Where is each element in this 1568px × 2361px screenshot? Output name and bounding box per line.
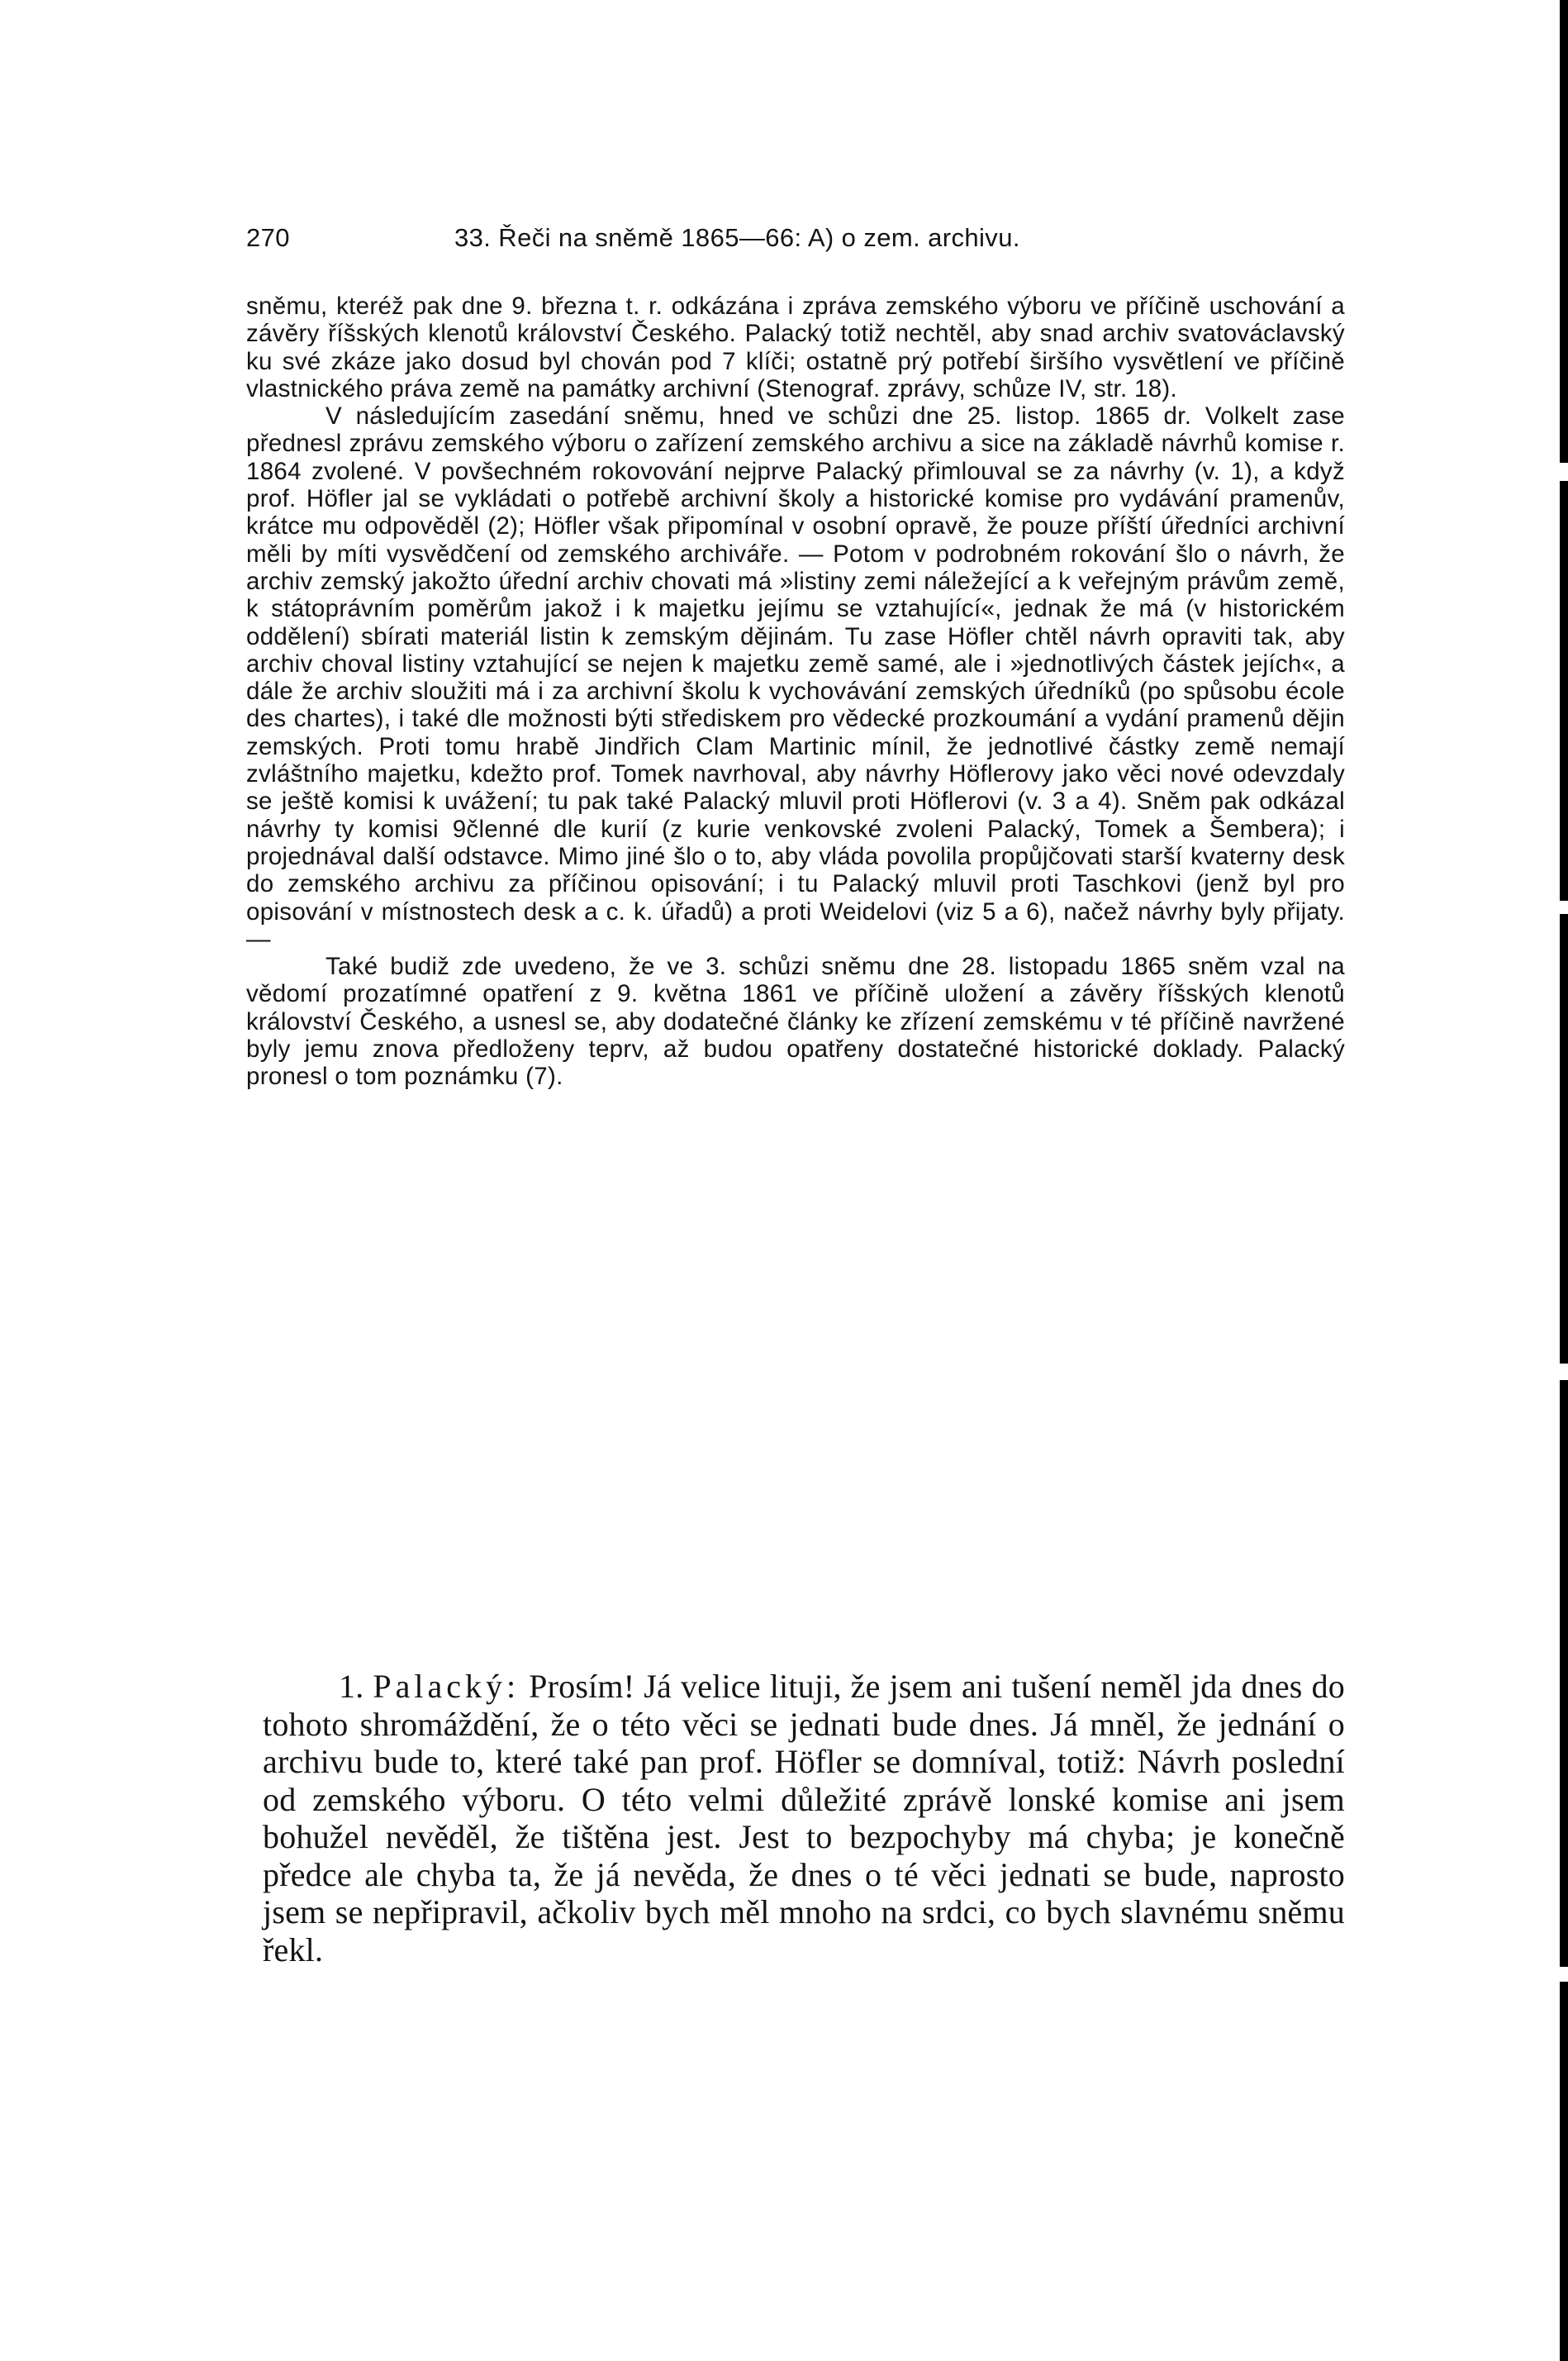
paragraph: Také budiž zde uvedeno, že ve 3. schůzi sněmu dne 28. listopadu 1865 sněm vzal na vědomí prozatímné opatření z 9. května 1861 ve příčině uložení a závěry říšských klenotů království Českého, a usnesl se, aby dodatečné články ke zřízení zemskému v té příčině navržené byly jemu znova předloženy teprv, až budou opatřeny dostatečné historické doklady. Palacký pronesl o tom poznámku (7). [246, 953, 1345, 1091]
speech-text: Prosím! Já velice lituji, že jsem ani tušení neměl jda dnes do tohoto shromáždění, že o této věci se jednati bude dnes. Já mněl, že jednání o archivu bude to, které také pan prof. Höfler se domníval, totiž: Návrh poslední od zemského výboru. O této velmi důležité zprávě lonské komise ani jsem bohužel nevěděl, že tištěna jest. Jest to bezpochyby má chyba; je konečně předce ale chyba ta, že já nevěda, že dnes o té věci jednati se bude, naprosto jsem se nepřipravil, ačkoliv bych měl mnoho na srdci, co bych slavnému sněmu řekl. [263, 1668, 1345, 1968]
paragraph-continuation: sněmu, kteréž pak dne 9. března t. r. odkázána i zpráva zemského výboru ve příčině uschování a závěry říšských klenotů království Českého. Palacký totiž nechtěl, aby snad archiv svatováclavský ku své zkáze jako dosud byl chován pod 7 klíči; ostatně prý potřebí širšího vysvětlení ve příčině vlastnického práva země na památky archivní (Stenograf. zprávy, schůze IV, str. 18). [246, 293, 1345, 402]
scan-edge-notch [1560, 1364, 1568, 1380]
scan-edge-bar [1560, 0, 1568, 2361]
speaker-name: Palacký: [373, 1668, 520, 1705]
speech-section [263, 1668, 1345, 1968]
scan-edge-notch [1560, 901, 1568, 914]
speech-number: 1. [339, 1668, 364, 1705]
page-number: 270 [246, 223, 290, 252]
paragraph: V následujícím zasedání sněmu, hned ve schůzi dne 25. listop. 1865 dr. Volkelt zase přednesl zprávu zemského výboru o zařízení zemského archivu a sice na základě návrhů komise r. 1864 zvolené. V povšechném rokovování nejprve Palacký přimlouval se za návrhy (v. 1), a když prof. Höfler jal se vykládati o potřebě archivní školy a historické komise pro vydávání pramenův, krátce mu odpověděl (2); Höfler však připomínal v osobní opravě, že pouze příští úředníci archivní měli by míti vysvědčení od zemského archiváře. — Potom v podrobném rokování šlo o návrh, že archiv zemský jakožto úřední archiv chovati má »listiny zemi náležející a k veřejným právům země, k státoprávním poměrům jakož i k majetku jejímu se vztahující«, jednak že má (v historickém oddělení) sbírati materiál listin k zemským dějinám. Tu zase Höfler chtěl návrh opraviti tak, aby archiv choval listiny vztahující se nejen k majetku země samé, ale i »jednotlivých částek jejích«, a dále že archiv sloužiti má i za archivní školu k vychovávání zemských úředníků (po spůsobu école des chartes), i také dle možnosti býti střediskem pro vědecké prozkoumání a vydání pramenů dějin zemských. Proti tomu hrabě Jindřich Clam Martinic mínil, že jednotlivé částky země nemají zvláštního majetku, kdežto prof. Tomek navrhoval, aby návrhy Höflerovy jako věci nové odevzdaly se ještě komisi k uvážení; tu pak také Palacký mluvil proti Höflerovi (v. 3 a 4). Sněm pak odkázal návrhy ty komisi 9členné dle kurií (z kurie venkovské zvoleni Palacký, Tomek a Šembera); i projednával další odstavce. Mimo jiné šlo o to, aby vláda povolila propůjčovati starší kvaterny desk do zemského archivu za příčinou opisování; i tu Palacký mluvil proti Taschkovi (jenž byl pro opisování v místnostech desk a c. k. úřadů) a proti Weidelovi (viz 5 a 6), načež návrhy byly přijaty. — [246, 402, 1345, 953]
chapter-title: 33. Řeči na sněmě 1865—66: A) o zem. archivu. [454, 223, 1020, 252]
body-text [246, 293, 1345, 1091]
scan-edge-notch [1560, 1967, 1568, 1982]
running-head [246, 221, 1345, 255]
speech-paragraph [263, 1668, 1345, 1968]
scan-edge-notch [1560, 463, 1568, 481]
